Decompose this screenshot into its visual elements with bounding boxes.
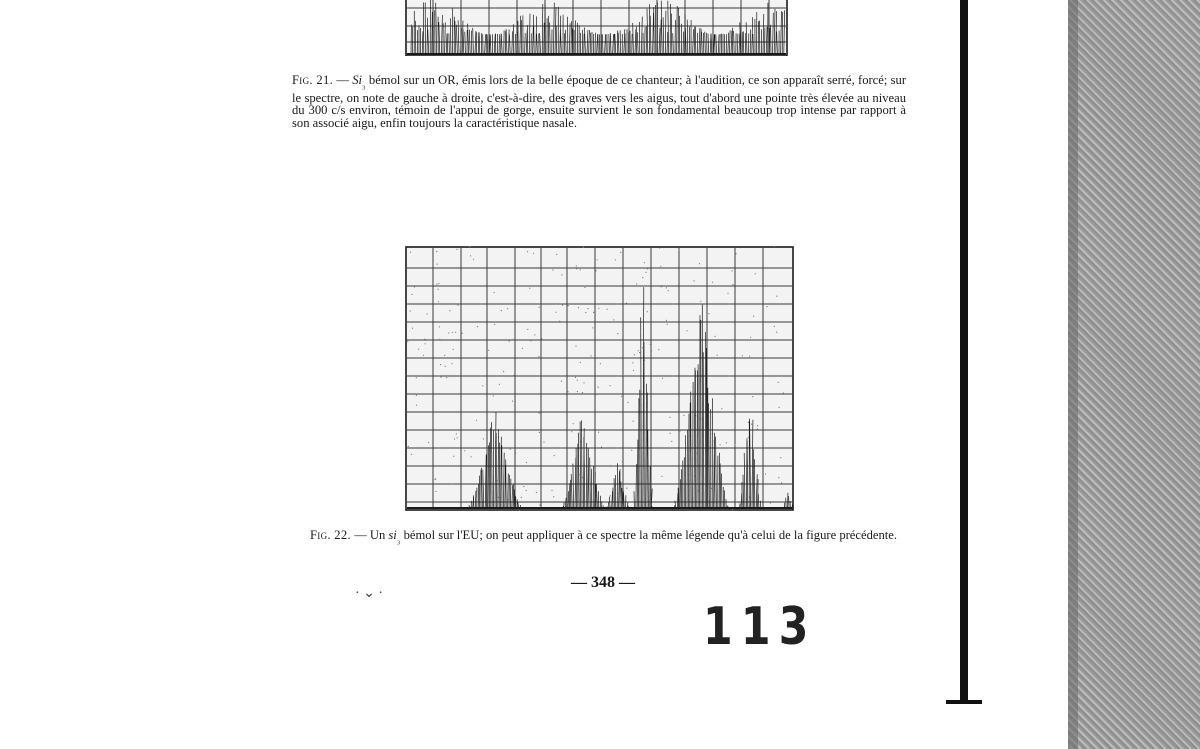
page-number: — 348 —: [571, 574, 635, 591]
fig22-speckle: [588, 308, 589, 309]
fig22-speckle: [583, 382, 584, 383]
fig22-speckle: [568, 391, 569, 392]
fig22-speckle: [507, 308, 508, 309]
fig22-speckle: [499, 384, 500, 385]
fig22-speckle: [623, 324, 624, 325]
fig22-speckle: [726, 442, 727, 443]
fig22-speckle: [580, 362, 581, 363]
fig22-spectrum-stroke: [615, 475, 616, 509]
fig22-speckle: [607, 309, 608, 310]
fig22-speckle: [452, 332, 453, 333]
fig22-speckle: [533, 253, 534, 254]
fig22-speckle: [526, 490, 527, 491]
fig22-speckle: [559, 321, 560, 322]
fig22-speckle: [620, 252, 621, 253]
fig22-speckle: [778, 382, 779, 383]
fig22-speckle: [534, 334, 535, 335]
fig22-speckle: [539, 307, 540, 308]
fig22-speckle: [512, 401, 513, 402]
fig22-speckle: [522, 348, 523, 349]
fig22-speckle: [748, 422, 749, 423]
fig22-speckle: [493, 395, 494, 396]
fig22-speckle: [503, 371, 504, 372]
fig22-speckle: [573, 423, 574, 424]
fig22-speckle: [424, 339, 425, 340]
fig22-spectrum-stroke: [598, 491, 599, 509]
binding-rule-foot: [946, 700, 982, 704]
fig22-speckle: [661, 476, 662, 477]
fig22-speckle: [411, 454, 412, 455]
fig21-spectrum-stroke: [737, 34, 738, 54]
fig22-speckle: [571, 431, 572, 432]
fig22-spectrum-stroke: [591, 469, 592, 509]
figure-22-note-sub: ₃: [396, 534, 401, 546]
fig22-spectrum-stroke: [722, 474, 723, 510]
fig22-speckle: [670, 433, 671, 434]
fig22-speckle: [527, 329, 528, 330]
fig22-speckle: [428, 442, 429, 443]
fig22-speckle: [539, 413, 540, 414]
fig21-spectrum-stroke: [582, 30, 583, 54]
fig22-speckle: [583, 246, 584, 247]
fig22-speckle: [600, 363, 601, 364]
fig22-speckle: [667, 324, 668, 325]
fig22-speckle: [659, 247, 660, 248]
fig22-speckle: [561, 381, 562, 382]
fig22-speckle: [757, 425, 758, 426]
fig22-speckle: [770, 502, 771, 503]
fig21-spectrum-stroke: [534, 26, 535, 54]
fig22-speckle: [590, 355, 591, 356]
fig22-speckle: [408, 446, 409, 447]
fig22-speckle: [562, 305, 563, 306]
fig22-speckle: [617, 333, 618, 334]
fig22-speckle: [438, 283, 439, 284]
fig22-speckle: [476, 420, 477, 421]
fig22-speckle: [418, 349, 419, 350]
fig22-speckle: [592, 327, 593, 328]
fig22-speckle: [551, 490, 552, 491]
fig22-speckle: [526, 462, 527, 463]
fig22-speckle: [610, 385, 611, 386]
fig22-speckle: [530, 340, 531, 341]
figure-21-spectrum-svg: [405, 0, 788, 56]
fig22-speckle: [661, 286, 662, 287]
binding-rule: [960, 0, 968, 704]
fig21-spectrum-stroke: [501, 34, 502, 54]
fig22-speckle: [539, 504, 540, 505]
fig22-speckle: [781, 482, 782, 483]
fig22-speckle: [416, 377, 417, 378]
fig22-speckle: [451, 363, 452, 364]
fig22-speckle: [720, 444, 721, 445]
fig22-speckle: [638, 350, 639, 351]
fig21-spectrum-stroke: [782, 12, 783, 54]
fig22-speckle: [509, 341, 510, 342]
fig22-speckle: [455, 332, 456, 333]
fig22-speckle: [578, 307, 579, 308]
fig22-speckle: [732, 270, 733, 271]
fig22-spectrum-stroke: [691, 392, 692, 509]
fig21-spectrum-stroke: [432, 12, 433, 54]
scan-edge-texture: [1068, 0, 1200, 749]
fig22-speckle: [615, 259, 616, 260]
fig22-speckle: [613, 319, 614, 320]
fig22-speckle: [699, 263, 700, 264]
fig22-speckle: [416, 405, 417, 406]
fig22-speckle: [444, 355, 445, 356]
fig22-speckle: [580, 269, 581, 270]
fig22-speckle: [596, 270, 597, 271]
fig22-speckle: [543, 442, 544, 443]
fig22-speckle: [410, 252, 411, 253]
fig22-speckle: [742, 355, 743, 356]
fig22-speckle: [658, 349, 659, 350]
fig22-speckle: [668, 290, 669, 291]
fig22-speckle: [462, 333, 463, 334]
fig22-speckle: [622, 461, 623, 462]
fig22-speckle: [494, 292, 495, 293]
fig22-speckle: [631, 450, 632, 451]
fig22-speckle: [626, 303, 627, 304]
fig22-speckle: [647, 311, 648, 312]
fig22-speckle: [762, 410, 763, 411]
fig22-speckle: [753, 316, 754, 317]
fig22-speckle: [632, 362, 633, 363]
fig22-speckle: [634, 354, 635, 355]
figure-22-label: Fig. 22.: [310, 528, 351, 542]
fig22-speckle: [501, 310, 502, 311]
fig22-speckle: [652, 465, 653, 466]
fig22-speckle: [712, 282, 713, 283]
fig22-speckle: [457, 437, 458, 438]
fig22-speckle: [438, 289, 439, 290]
fig22-speckle: [446, 377, 447, 378]
fig21-spectrum-stroke: [769, 28, 770, 54]
figure-22-spectrum-svg: [405, 246, 794, 511]
fig22-speckle: [622, 375, 623, 376]
fig22-speckle: [757, 429, 758, 430]
fig22-speckle: [576, 268, 577, 269]
fig22-speckle: [779, 407, 780, 408]
fig22-speckle: [734, 444, 735, 445]
fig22-spectrum-stroke: [621, 482, 622, 509]
fig22-speckle: [435, 491, 436, 492]
fig22-speckle: [642, 347, 643, 348]
fig22-spectrum-stroke: [680, 479, 681, 509]
fig22-speckle: [751, 424, 752, 425]
fig22-speckle: [597, 259, 598, 260]
fig22-speckle: [416, 395, 417, 396]
fig22-speckle: [429, 340, 430, 341]
figure-21-caption: [292, 74, 906, 129]
fig22-speckle: [473, 259, 474, 260]
fig22-speckle: [436, 251, 437, 252]
fig22-speckle: [679, 249, 680, 250]
fig22-speckle: [494, 324, 495, 325]
fig22-speckle: [471, 456, 472, 457]
fig22-speckle: [554, 455, 555, 456]
ink-mark: · ⌄ ·: [355, 586, 384, 601]
fig22-spectrum-stroke: [567, 494, 568, 509]
fig21-spectrum-stroke: [661, 19, 662, 54]
fig22-speckle: [482, 385, 483, 386]
fig22-speckle: [660, 266, 661, 267]
fig22-speckle: [732, 284, 733, 285]
fig22-speckle: [529, 288, 530, 289]
figure-21-note: Si: [352, 73, 362, 87]
fig22-speckle: [521, 497, 522, 498]
fig22-speckle: [627, 402, 628, 403]
fig22-speckle: [536, 492, 537, 493]
fig22-speckle: [406, 505, 407, 506]
fig22-speckle: [541, 338, 542, 339]
fig22-speckle: [494, 412, 495, 413]
fig22-speckle: [598, 432, 599, 433]
fig22-speckle: [686, 330, 687, 331]
fig22-speckle: [778, 477, 779, 478]
fig22-speckle: [776, 296, 777, 297]
fig22-speckle: [515, 452, 516, 453]
fig22-speckle: [727, 293, 728, 294]
fig21-spectrum-stroke: [620, 30, 621, 54]
fig22-speckle: [483, 438, 484, 439]
fig21-spectrum-stroke: [753, 34, 754, 54]
fig22-speckle: [434, 479, 435, 480]
fig22-speckle: [527, 251, 528, 252]
fig22-speckle: [671, 441, 672, 442]
fig22-speckle: [513, 375, 514, 376]
fig22-speckle: [439, 339, 440, 340]
fig22-speckle: [575, 345, 576, 346]
fig22-speckle: [470, 255, 471, 256]
fig22-speckle: [680, 430, 681, 431]
fig22-speckle: [598, 387, 599, 388]
fig22-speckle: [689, 376, 690, 377]
fig21-spectrum-stroke: [645, 27, 646, 54]
fig22-speckle: [414, 286, 415, 287]
fig22-speckle: [582, 392, 583, 393]
fig22-speckle: [765, 473, 766, 474]
fig22-speckle: [576, 265, 577, 266]
fig21-spectrum-stroke: [743, 31, 744, 54]
fig22-speckle: [702, 268, 703, 269]
fig22-speckle: [412, 328, 413, 329]
fig21-spectrum-stroke: [701, 29, 702, 54]
fig21-spectrum-stroke: [509, 30, 510, 55]
figure-22-caption: [298, 529, 909, 547]
fig22-speckle: [626, 488, 627, 489]
fig22-speckle: [555, 312, 556, 313]
fig22-speckle: [512, 339, 513, 340]
fig22-speckle: [595, 394, 596, 395]
fig22-speckle: [662, 378, 663, 379]
fig22-speckle: [683, 415, 684, 416]
fig22-speckle: [494, 466, 495, 467]
fig22-speckle: [633, 421, 634, 422]
fig22-speckle: [647, 268, 648, 269]
figure-21-note-sub: ₃: [361, 79, 366, 91]
fig22-speckle: [577, 380, 578, 381]
fig21-spectrum-stroke: [571, 21, 572, 54]
fig22-speckle: [750, 337, 751, 338]
fig22-speckle: [440, 364, 441, 365]
fig22-speckle: [601, 446, 602, 447]
fig22-speckle: [445, 366, 446, 367]
figure-22-lead: Un: [369, 528, 389, 542]
fig21-spectrum-stroke: [527, 25, 528, 54]
fig22-speckle: [613, 466, 614, 467]
fig22-speckle: [717, 355, 718, 356]
fig22-speckle: [439, 326, 440, 327]
fig21-spectrum-stroke: [423, 2, 424, 54]
figure-22-caption-text: bémol sur l'EU; on peut appliquer à ce spectre la même légende qu'à celui de la figure précédente.: [400, 528, 897, 542]
fig22-speckle: [456, 433, 457, 434]
fig22-speckle: [552, 269, 553, 270]
fig22-speckle: [510, 449, 511, 450]
fig22-speckle: [577, 391, 578, 392]
figure-22-dash: —: [350, 528, 370, 542]
fig22-speckle: [454, 438, 455, 439]
fig22-speckle: [438, 301, 439, 302]
fig22-speckle: [553, 496, 554, 497]
fig22-speckle: [633, 370, 634, 371]
fig22-speckle: [585, 312, 586, 313]
fig22-spectrum-stroke: [586, 443, 587, 509]
fig22-speckle: [780, 457, 781, 458]
fig22-speckle: [436, 284, 437, 285]
fig22-speckle: [440, 377, 441, 378]
fig22-speckle: [410, 310, 411, 311]
fig22-speckle: [425, 343, 426, 344]
fig22-speckle: [538, 356, 539, 357]
fig22-speckle: [451, 484, 452, 485]
fig22-speckle: [721, 408, 722, 409]
fig22-speckle: [584, 287, 585, 288]
fig22-speckle: [755, 273, 756, 274]
fig22-speckle: [453, 456, 454, 457]
fig22-spectrum-stroke: [513, 484, 514, 509]
fig22-speckle: [423, 355, 424, 356]
fig21-spectrum-stroke: [646, 26, 647, 54]
fig22-speckle: [666, 320, 667, 321]
fig22-speckle: [752, 396, 753, 397]
fig22-speckle: [644, 262, 645, 263]
fig22-speckle: [448, 332, 449, 333]
fig22-speckle: [561, 274, 562, 275]
fig22-speckle: [598, 308, 599, 309]
fig22-speckle: [651, 350, 652, 351]
figure-21-caption-text: bémol sur un OR, émis lors de la belle époque de ce chanteur; à l'audition, ce son apparaît serré, forcé; sur le spectre, on note de gauche à droite, c'est-à-dire, des graves vers les aigus, tout d'abord une pointe très élevée au niveau du 300 c/s environ, témoin de l'appui de gorge, ensuite survient le son fondamental beaucoup trop intense par rapport à son associé aigu, enfin toujours la caractéristique nasale.: [292, 73, 907, 130]
fig22-speckle: [568, 305, 569, 306]
fig22-speckle: [464, 450, 465, 451]
fig21-spectrum-stroke: [654, 7, 655, 54]
fig22-speckle: [714, 336, 715, 337]
fig22-speckle: [488, 350, 489, 351]
fig22-speckle: [523, 486, 524, 487]
fig21-spectrum-stroke: [665, 11, 666, 54]
fig22-speckle: [650, 344, 651, 345]
fig22-speckle: [679, 429, 680, 430]
fig22-speckle: [456, 249, 457, 250]
fig22-speckle: [776, 332, 777, 333]
fig22-spectrum-stroke: [510, 479, 511, 509]
fig22-speckle: [642, 277, 643, 278]
fig22-speckle: [449, 310, 450, 311]
fig22-speckle: [621, 396, 622, 397]
fig22-speckle: [783, 393, 784, 394]
fig22-speckle: [427, 313, 428, 314]
fig22-speckle: [469, 246, 470, 247]
stamp-number: 113: [703, 597, 817, 657]
fig22-speckle: [738, 502, 739, 503]
fig22-spectrum-stroke: [475, 491, 476, 509]
fig22-speckle: [575, 377, 576, 378]
fig21-spectrum-stroke: [449, 33, 450, 54]
fig22-speckle: [666, 287, 667, 288]
fig22-speckle: [736, 253, 737, 254]
scan-edge-shadow: [1068, 0, 1078, 749]
fig22-spectrum-stroke: [506, 460, 507, 510]
fig22-speckle: [774, 326, 775, 327]
figure-22-note: si: [388, 528, 397, 542]
fig21-spectrum-stroke: [415, 21, 416, 54]
fig22-speckle: [407, 341, 408, 342]
fig22-speckle: [766, 306, 767, 307]
figure-21-label: Fig. 21.: [292, 73, 334, 87]
figure-21-dash: —: [333, 73, 353, 87]
fig22-speckle: [556, 254, 557, 255]
fig22-speckle: [749, 356, 750, 357]
fig22-speckle: [669, 417, 670, 418]
fig22-spectrum-stroke: [678, 488, 679, 509]
fig22-speckle: [457, 305, 458, 306]
fig22-speckle: [708, 313, 709, 314]
fig22-speckle: [412, 294, 413, 295]
fig22-speckle: [693, 280, 694, 281]
fig22-speckle: [593, 312, 594, 313]
fig22-speckle: [610, 357, 611, 358]
fig22-speckle: [477, 326, 478, 327]
figure-22-spectrum: [405, 246, 794, 511]
fig22-speckle: [732, 509, 733, 510]
fig22-speckle: [645, 272, 646, 273]
figure-21-spectrum: [405, 0, 788, 56]
fig22-speckle: [453, 349, 454, 350]
fig22-speckle: [700, 301, 701, 302]
fig22-speckle: [539, 432, 540, 433]
fig22-speckle: [636, 283, 637, 284]
fig22-speckle: [748, 437, 749, 438]
fig22-speckle: [639, 352, 640, 353]
fig22-speckle: [437, 264, 438, 265]
fig22-speckle: [610, 495, 611, 496]
